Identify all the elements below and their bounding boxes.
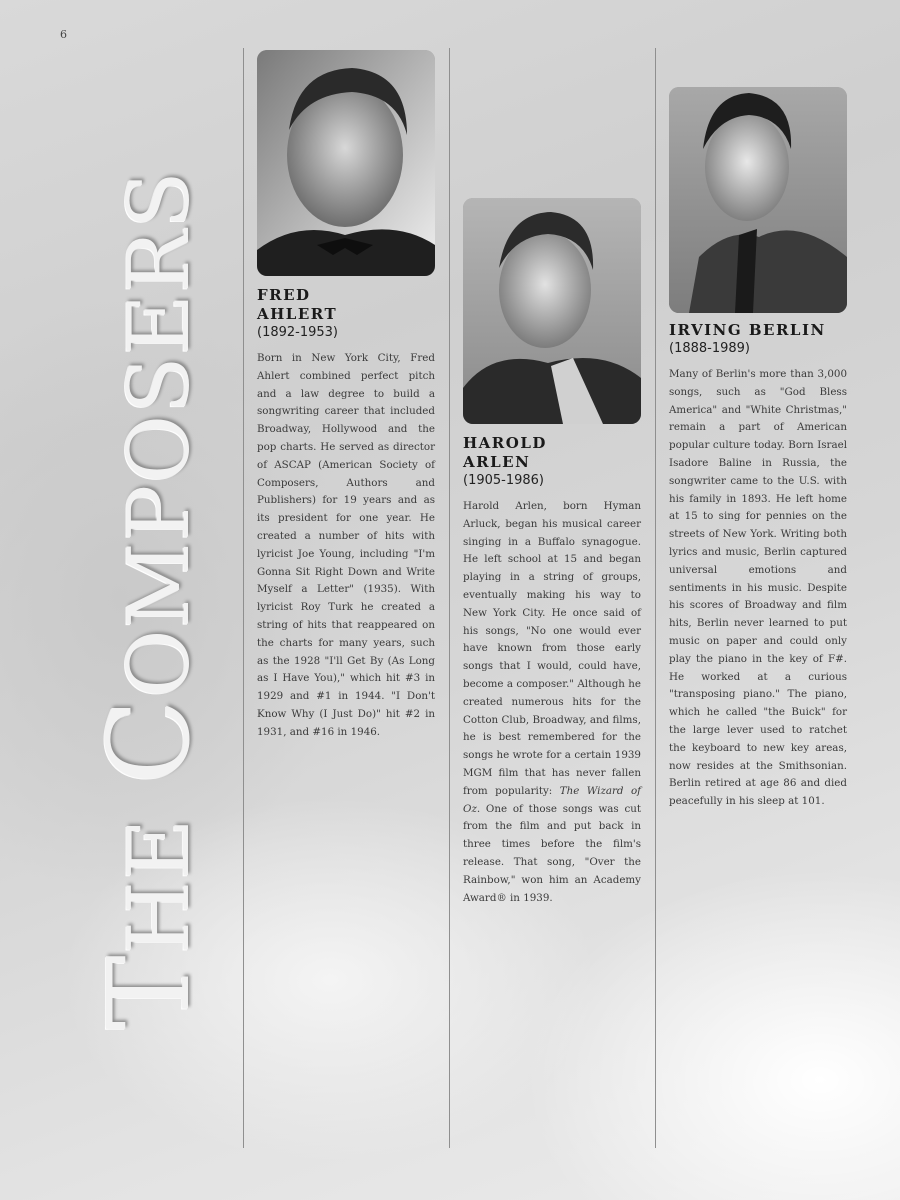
section-title — [85, 40, 215, 1160]
portrait-photo-berlin — [669, 87, 847, 313]
column-divider-1 — [243, 48, 244, 1148]
composer-dates-berlin: (1888-1989) — [669, 341, 751, 356]
composer-name-arlen-line2: ARLEN — [463, 453, 531, 471]
composer-bio-berlin: Many of Berlin's more than 3,000 songs, such as "God Bless America" and "White Christmas," remain a part of American popular culture today. Born Israel Isadore Baline in Russia, the songwriter came to the U.S. with his family in 1893. He left home at 15 to sing for pennies on the streets of New York. Writing both lyrics and music, Berlin captured universal emotions and sentiments in his music. Despite his scores of Broadway and film hits, Berlin never learned to put music on paper and could only play the piano in the key of F#. He worked at a curious "transposing piano." The piano, which he called "the Buick" for the large lever used to ratchet the keyboard to new key areas, now resides at the Smithsonian. Berlin retired at age 86 and died peacefully in his sleep at 101. — [669, 368, 847, 808]
column-divider-3 — [655, 48, 656, 1148]
page-number: 6 — [60, 28, 67, 41]
composer-name-ahlert-line1: FRED — [257, 286, 311, 304]
column-divider-2 — [449, 48, 450, 1148]
composer-bio-arlen-part2: . One of those songs was cut from the film and put back in three times before the film's release. That song, "Over the Rainbow," won him an Academy Award® in 1939. — [463, 802, 641, 904]
title-rest-he: HE — [110, 817, 208, 955]
composer-column-arlen — [463, 198, 641, 907]
title-initial-c: C — [85, 698, 215, 785]
composer-name-berlin: IRVING BERLIN — [669, 321, 826, 339]
composer-column-ahlert — [257, 50, 435, 742]
composer-bio-arlen-film: The Wizard of Oz — [463, 784, 641, 815]
composer-name-ahlert-line2: AHLERT — [257, 305, 338, 323]
title-rest-omposers: OMPOSERS — [110, 170, 208, 699]
composer-name-arlen-line1: HAROLD — [463, 434, 547, 452]
composer-dates-ahlert: (1892-1953) — [257, 325, 339, 340]
composer-dates-arlen: (1905-1986) — [463, 473, 545, 488]
composer-bio-arlen-part1: Harold Arlen, born Hyman Arluck, began his musical career singing in a Buffalo synagogue. He left school at 15 and began playing in a string of groups, eventually making his way to New York City. He once said of his songs, "No one would ever have known from those early songs that I would, could have, become a composer." Although he created numerous hits for the Cotton Club, Broadway, and films, he is best remembered for the songs he wrote for a certain 1939 MGM film that has never fallen from popularity: — [463, 500, 641, 797]
portrait-photo-arlen — [463, 198, 641, 424]
composer-column-berlin — [669, 87, 847, 811]
portrait-photo-ahlert — [257, 50, 435, 276]
composer-bio-ahlert: Born in New York City, Fred Ahlert combined perfect pitch and a law degree to build a songwriting career that included Broadway, Hollywood and the pop charts. He served as director of ASCAP (American Society of Composers, Authors and Publishers) for 19 years and as its president for one year. He created a number of hits with lyricist Joe Young, including "I'm Gonna Sit Right Down and Write Myself a Letter" (1935). With lyricist Roy Turk he created a string of hits that reappeared on the charts for many years, such as the 1928 "I'll Get By (As Long as I Have You)," which hit #3 in 1929 and #1 in 1944. "I Don't Know Why (I Just Do)" hit #2 in 1931, and #16 in 1946. — [257, 352, 435, 738]
composer-bio-arlen — [463, 498, 641, 907]
title-initial-t: T — [85, 954, 215, 1030]
